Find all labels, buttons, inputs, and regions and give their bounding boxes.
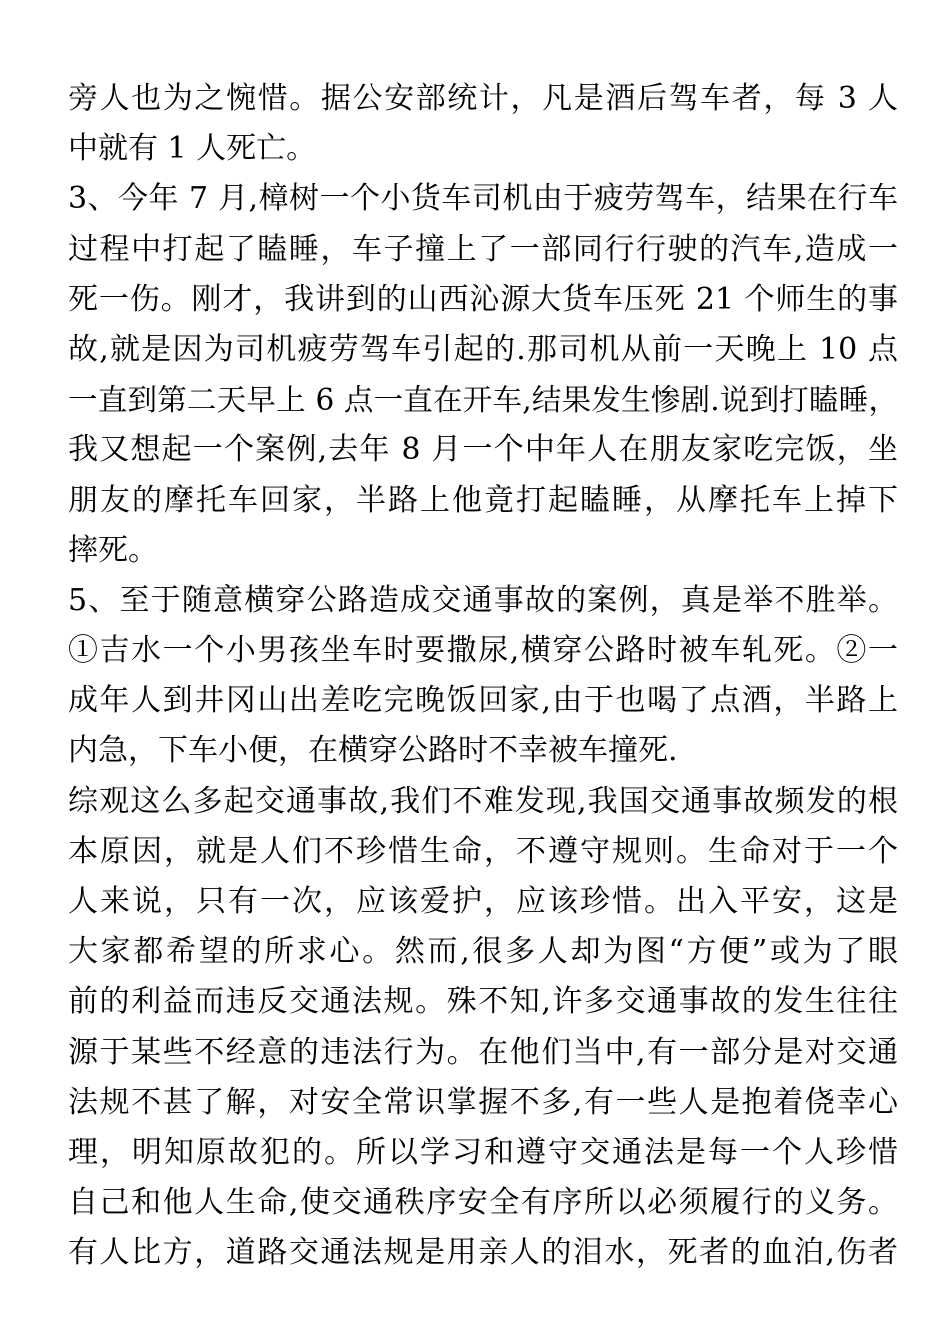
text-line: 前的利益而违反交通法规。殊不知,许多交通事故的发生往往	[68, 984, 898, 1020]
text-line: 人来说，只有一次，应该爱护，应该珍惜。出入平安，这是	[68, 884, 898, 919]
text-line: 大家都希望的所求心。然而,很多人却为图“方便”或为了眼	[68, 934, 898, 970]
text-line: 本原因，就是人们不珍惜生命，不遵守规则。生命对于一个	[68, 833, 898, 869]
text-line: 我又想起一个案例,去年 8 月一个中年人在朋友家吃完饭，坐	[68, 432, 898, 468]
text-line: 旁人也为之惋惜。据公安部统计，凡是酒后驾车者，每 3 人	[68, 81, 898, 116]
text-line: 死一伤。刚才，我讲到的山西沁源大货车压死 21 个师生的事	[68, 281, 898, 317]
text-line: 综观这么多起交通事故,我们不难发现,我国交通事故频发的根	[68, 783, 898, 819]
text-line: 3、今年 7 月,樟树一个小货车司机由于疲劳驾车，结果在行车	[68, 181, 898, 217]
text-line: 内急，下车小便，在横穿公路时不幸被车撞死.	[68, 733, 678, 769]
text-line: 自己和他人生命,使交通秩序安全有序所以必须履行的义务。	[68, 1185, 898, 1221]
text-line: 理，明知原故犯的。所以学习和遵守交通法是每一个人珍惜	[68, 1134, 898, 1170]
text-line: 中就有 1 人死亡。	[68, 131, 317, 167]
text-line: 法规不甚了解，对安全常识掌握不多,有一些人是抱着侥幸心	[68, 1084, 898, 1120]
text-line: 故,就是因为司机疲劳驾车引起的.那司机从前一天晚上 10 点	[68, 331, 898, 367]
text-line: 朋友的摩托车回家，半路上他竟打起瞌睡，从摩托车上掉下	[68, 482, 898, 518]
text-line: ①吉水一个小男孩坐车时要撒尿,横穿公路时被车轧死。②一	[68, 633, 898, 669]
text-line: 5、至于随意横穿公路造成交通事故的案例，真是举不胜举。	[68, 582, 898, 618]
text-line: 一直到第二天早上 6 点一直在开车,结果发生惨剧.说到打瞌睡，	[68, 383, 898, 418]
text-line: 源于某些不经意的违法行为。在他们当中,有一部分是对交通	[68, 1034, 898, 1070]
text-line: 摔死。	[68, 532, 158, 568]
document-body-text	[68, 74, 898, 1279]
text-line: 成年人到井冈山出差吃完晚饭回家,由于也喝了点酒，半路上	[68, 683, 898, 719]
text-line: 有人比方，道路交通法规是用亲人的泪水，死者的血泊,伤者	[68, 1235, 898, 1271]
text-line: 过程中打起了瞌睡，车子撞上了一部同行行驶的汽车,造成一	[68, 231, 898, 267]
